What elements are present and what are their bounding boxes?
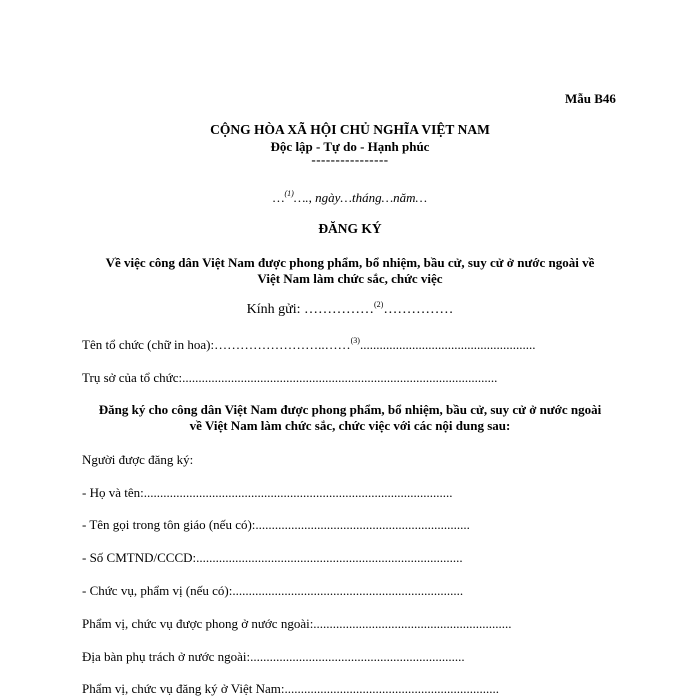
date-line [0,190,700,206]
note-3-marker: (3) [350,336,360,345]
note-1-marker: (1) [284,189,294,198]
subject-line-1: Về việc công dân Việt Nam được phong phẩm, bổ nhiệm, bầu cử, suy cử ở nước ngoài về [105,255,595,270]
religious-name-field: - Tên gọi trong tôn giáo (nếu có):.................................................................. [82,517,470,532]
foreign-area-field: Địa bàn phụ trách ở nước ngoài:.................................................................. [82,649,465,664]
country-name: CỘNG HÒA XÃ HỘI CHỦ NGHĨA VIỆT NAM [210,122,490,137]
vietnam-rank-field: Phẩm vị, chức vụ đăng ký ở Việt Nam:.................................................................. [82,681,499,696]
recipient-line [0,302,700,318]
recipient-prefix: Kính gửi: …………… [246,302,375,317]
registrant-label: Người được đăng ký: [82,452,194,467]
organization-name-dots: ...................................................... [359,337,536,352]
header-separator: ---------------- [311,152,389,167]
date-prefix: … [272,190,285,205]
national-motto: Độc lập - Tự do - Hạnh phúc [270,139,430,154]
subject-line-2: Việt Nam làm chức sắc, chức việc [257,271,443,286]
recipient-suffix: …………… [383,302,454,317]
registration-heading-line-2: về Việt Nam làm chức sắc, chức việc với các nội dung sau: [189,418,511,433]
form-code: Mẫu B46 [565,91,616,106]
organization-name-field [82,337,535,353]
registration-heading-line-1: Đăng ký cho công dân Việt Nam được phong phẩm, bổ nhiệm, bầu cử, suy cử ở nước ngoài [98,402,602,417]
foreign-rank-field: Phẩm vị, chức vụ được phong ở nước ngoài:............................................................. [82,616,512,631]
date-suffix: …., ngày…tháng…năm… [293,190,428,205]
current-position-field: - Chức vụ, phẩm vị (nếu có):....................................................................... [82,583,464,598]
document-title: ĐĂNG KÝ [318,221,382,236]
id-number-field: - Số CMTND/CCCD:.................................................................................. [82,550,463,565]
organization-name-label: Tên tổ chức (chữ in hoa):……………………..…… [82,337,351,352]
note-2-marker: (2) [374,300,384,309]
organization-address-field: Trụ sở của tổ chức:................................................................................................. [82,370,498,385]
full-name-field: - Họ và tên:............................................................................................... [82,485,453,500]
